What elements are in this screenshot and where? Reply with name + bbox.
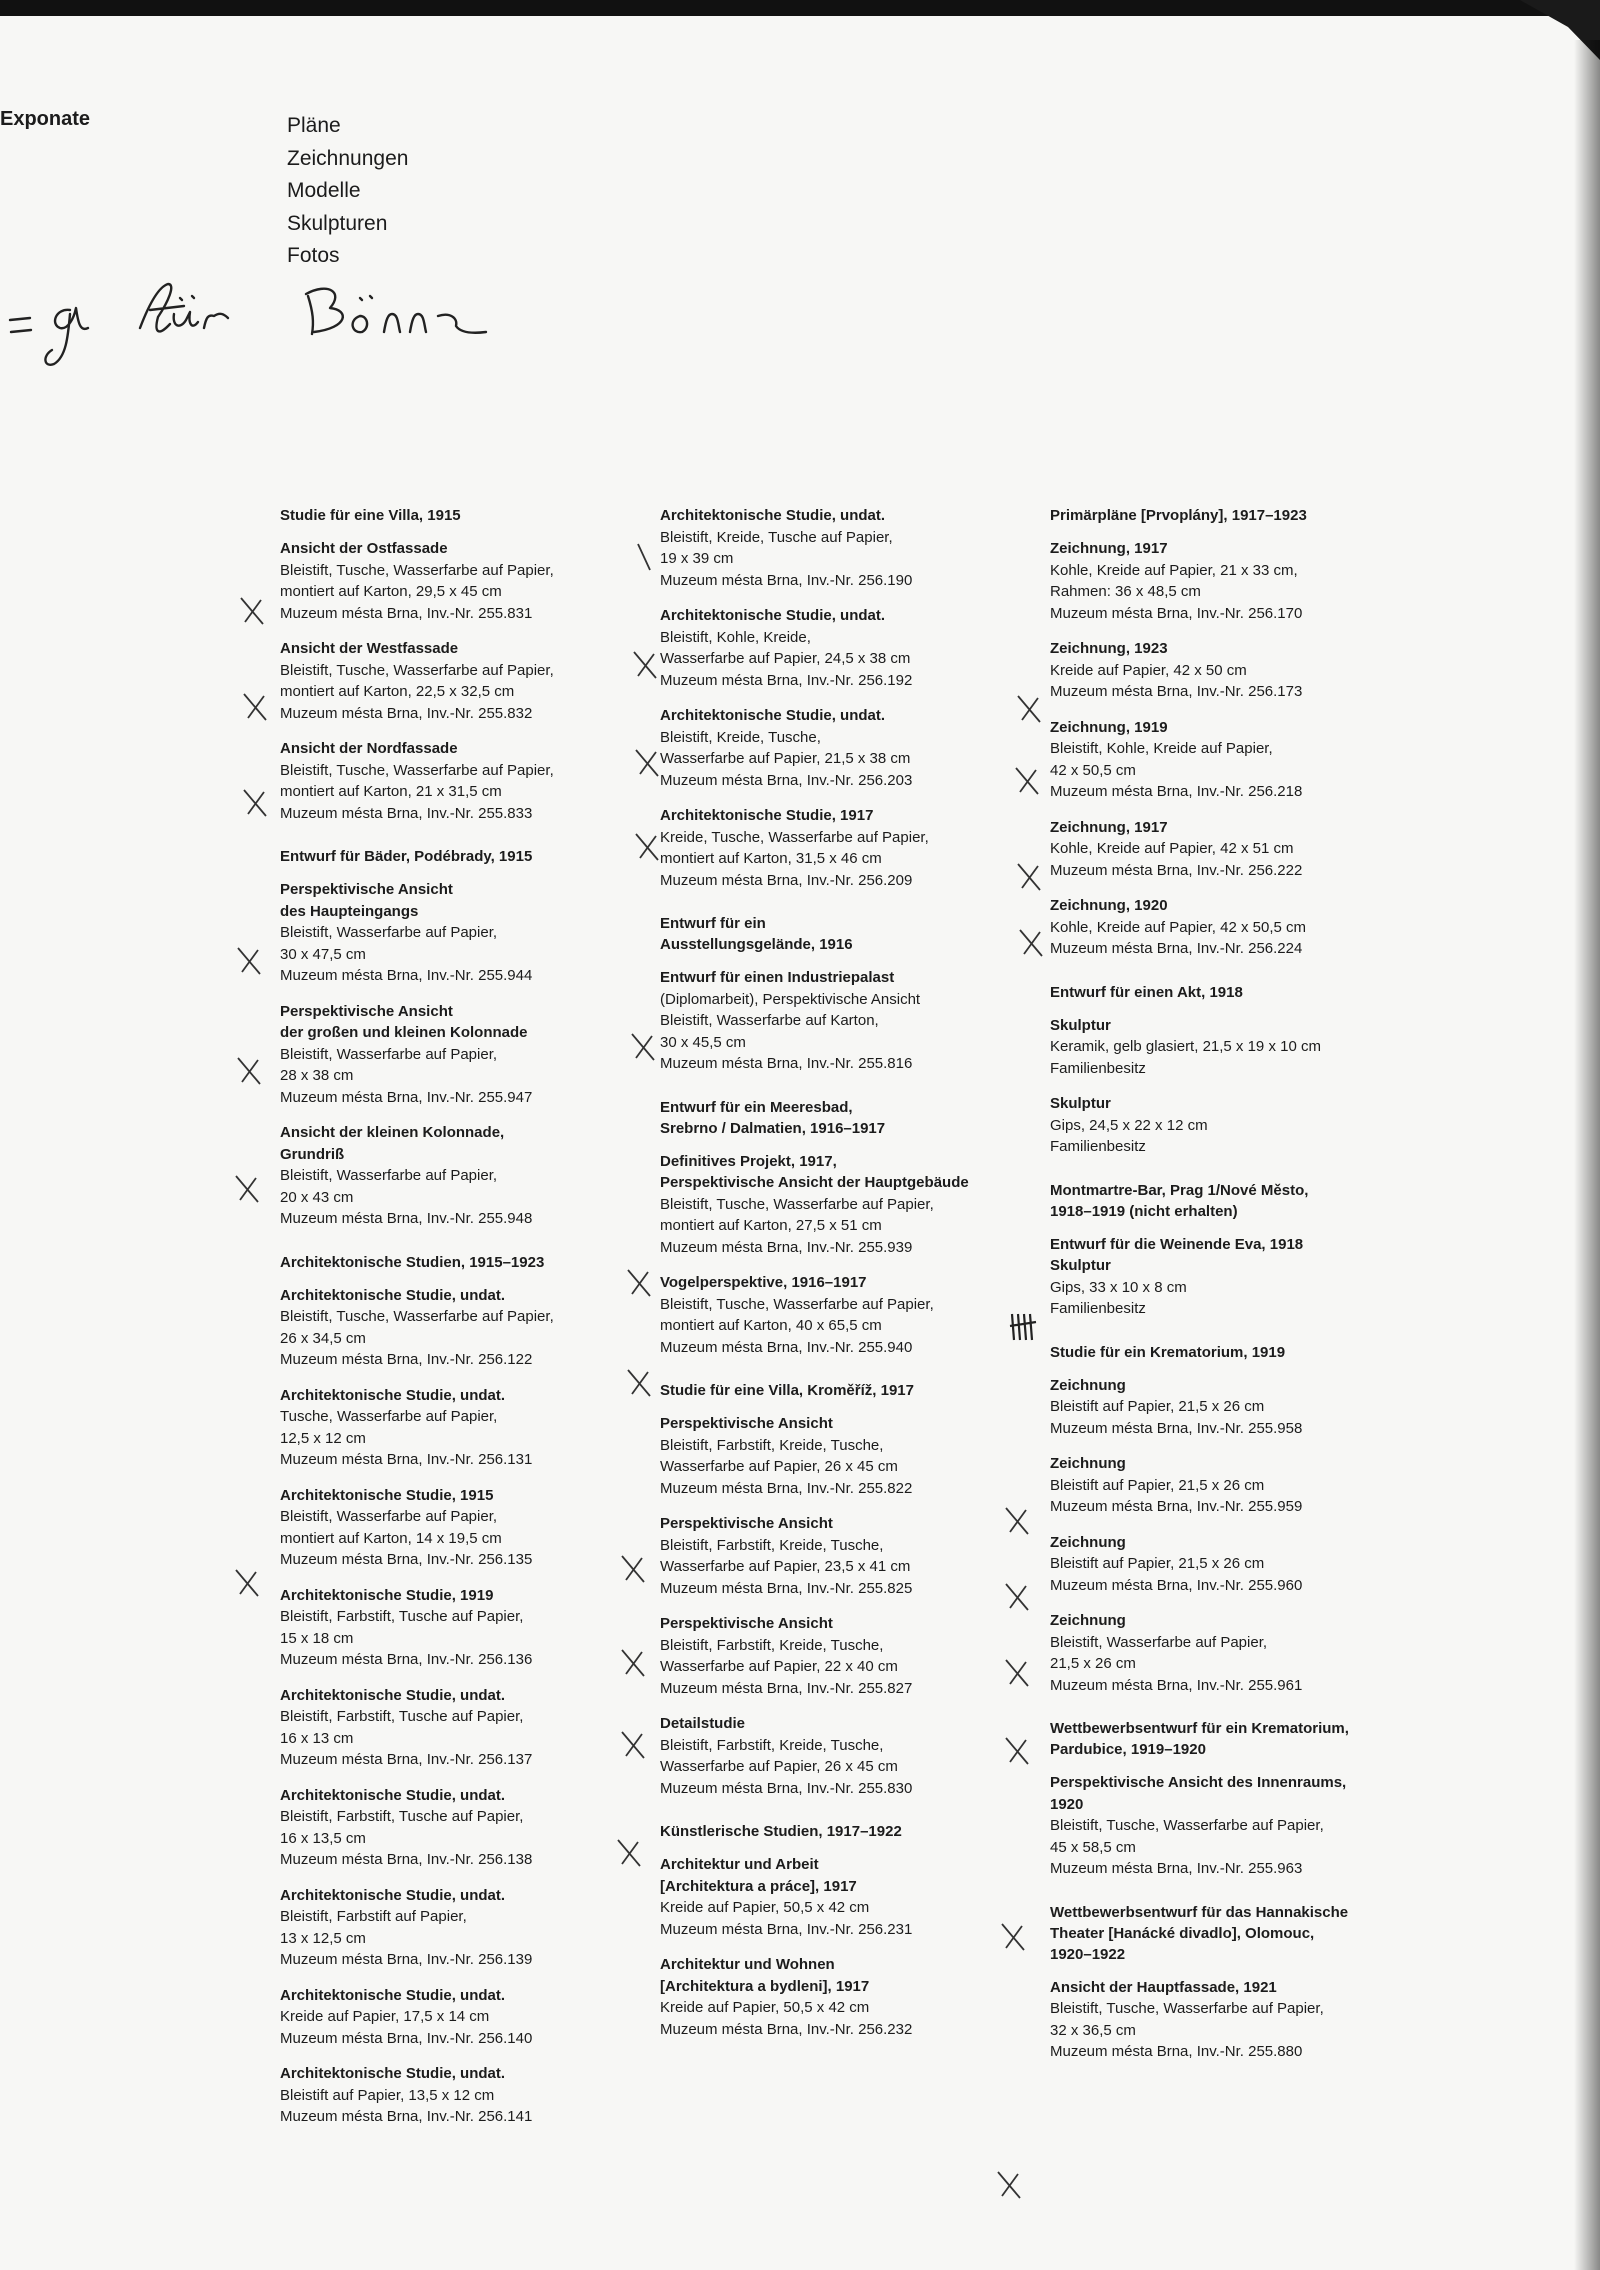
exhibit-title: Architektonische Studie, undat. <box>660 707 886 724</box>
exhibit-title: Zeichnung <box>1050 1612 1126 1629</box>
exhibit-detail: Muzeum mésta Brna, Inv.-Nr. 255.825 <box>660 1579 913 1597</box>
exhibit-detail: Bleistift, Tusche, Wasserfarbe auf Papier, <box>1050 2000 1324 2017</box>
check-mark-icon <box>618 1646 648 1680</box>
exhibit-detail: Muzeum mésta Brna, Inv.-Nr. 256.139 <box>280 1951 533 1968</box>
check-mark-icon <box>1016 926 1046 960</box>
exhibit-entry <box>1050 1610 1395 1696</box>
exhibit-detail: Rahmen: 36 x 48,5 cm <box>1050 583 1201 600</box>
exhibit-title: Ansicht der Westfassade <box>280 640 459 657</box>
contents-item: Fotos <box>287 244 340 267</box>
exhibit-entry <box>660 1613 1005 1699</box>
exhibit-detail: Familienbesitz <box>1050 1138 1146 1155</box>
exhibit-entry <box>280 2063 625 2128</box>
exhibit-detail: montiert auf Karton, 27,5 x 51 cm <box>660 1217 882 1234</box>
contents-list <box>287 110 408 273</box>
exhibit-title: Architektonische Studie, undat. <box>280 2065 506 2082</box>
exhibit-detail: Muzeum mésta Brna, Inv.-Nr. 255.947 <box>280 1088 533 1106</box>
exhibit-detail: 30 x 47,5 cm <box>280 945 366 963</box>
exhibit-detail: Bleistift, Wasserfarbe auf Papier, <box>280 924 498 941</box>
check-mark-icon <box>618 1552 648 1586</box>
exhibit-entry <box>280 1385 625 1471</box>
exhibit-detail: Wasserfarbe auf Papier, 26 x 45 cm <box>660 1458 898 1475</box>
check-mark-icon <box>234 944 264 978</box>
exhibit-detail: Bleistift auf Papier, 13,5 x 12 cm <box>280 2086 495 2104</box>
exhibit-detail: Muzeum mésta Brna, Inv.-Nr. 255.939 <box>660 1238 913 1256</box>
group-heading <box>280 505 625 526</box>
check-mark-icon <box>1014 692 1044 726</box>
group-heading-line: Ausstellungsgelände, 1916 <box>660 936 853 953</box>
group-heading-line: Theater [Hanácké divadlo], Olomouc, <box>1050 1924 1315 1942</box>
exhibit-entry <box>280 1785 625 1871</box>
exhibit-title: Perspektivische Ansicht des Innenraums, <box>1050 1774 1347 1791</box>
exhibit-detail: Muzeum mésta Brna, Inv.-Nr. 255.880 <box>1050 2043 1303 2060</box>
group-heading-line: 1920–1922 <box>1050 1945 1126 1963</box>
check-mark-icon <box>632 746 662 780</box>
exhibit-title: Architektonische Studie, 1919 <box>280 1586 494 1604</box>
exhibit-detail: Familienbesitz <box>1050 1300 1146 1317</box>
exhibit-title: Ansicht der Hauptfassade, 1921 <box>1050 1978 1277 1996</box>
exhibit-column-right <box>1050 505 1395 2077</box>
exhibit-detail: Bleistift, Farbstift, Tusche auf Papier, <box>280 1708 524 1725</box>
exhibit-detail: Bleistift, Wasserfarbe auf Karton, <box>660 1012 879 1029</box>
check-mark-icon <box>628 1030 658 1064</box>
check-mark-icon <box>232 1172 262 1206</box>
exhibit-detail: 16 x 13,5 cm <box>280 1829 366 1847</box>
exhibit-title: Ansicht der kleinen Kolonnade, <box>280 1124 505 1141</box>
exhibit-detail: Bleistift, Tusche, Wasserfarbe auf Papier, <box>280 1308 554 1325</box>
contents-item: Pläne <box>287 114 341 137</box>
exhibit-detail: Bleistift, Kohle, Kreide auf Papier, <box>1050 740 1273 757</box>
group-heading-line: Entwurf für einen Akt, 1918 <box>1050 983 1243 1001</box>
exhibit-detail: Muzeum mésta Brna, Inv.-Nr. 255.827 <box>660 1679 913 1697</box>
exhibit-title: Entwurf für die Weinende Eva, 1918 <box>1050 1235 1304 1253</box>
exhibit-entry <box>1050 817 1395 882</box>
exhibit-detail: 13 x 12,5 cm <box>280 1929 366 1947</box>
group-heading-line: 1918–1919 (nicht erhalten) <box>1050 1202 1238 1220</box>
exhibit-detail: Wasserfarbe auf Papier, 26 x 45 cm <box>660 1758 898 1775</box>
exhibit-entry <box>1050 895 1395 960</box>
check-mark-icon <box>630 648 660 682</box>
exhibit-title: Zeichnung, 1923 <box>1050 640 1168 657</box>
exhibit-entry <box>280 538 625 624</box>
exhibit-detail: Bleistift auf Papier, 21,5 x 26 cm <box>1050 1476 1265 1494</box>
group-heading-line: Entwurf für ein <box>660 915 766 932</box>
exhibit-title: Zeichnung, 1919 <box>1050 718 1168 736</box>
exhibit-detail: Muzeum mésta Brna, Inv.-Nr. 256.218 <box>1050 783 1303 800</box>
exhibit-title: 1920 <box>1050 1795 1084 1813</box>
exhibit-entry <box>660 1513 1005 1599</box>
check-mark-icon <box>237 594 267 628</box>
exhibit-title: [Architektura a bydleni], 1917 <box>660 1977 870 1995</box>
exhibit-title: Architektonische Studie, undat. <box>660 507 886 524</box>
exhibit-detail: Muzeum mésta Brna, Inv.-Nr. 256.232 <box>660 2020 913 2038</box>
exhibit-detail: 16 x 13 cm <box>280 1729 354 1747</box>
exhibit-entry <box>1050 1015 1395 1080</box>
exhibit-detail: Bleistift, Wasserfarbe auf Papier, <box>280 1508 498 1525</box>
exhibit-entry <box>660 967 1005 1075</box>
exhibit-entry <box>660 505 1005 591</box>
scan-top-edge <box>0 0 1600 16</box>
group-heading-line: Wettbewerbsentwurf für das Hannakische <box>1050 1903 1349 1921</box>
scan-right-edge <box>1574 40 1600 2270</box>
exhibit-detail: Gips, 24,5 x 22 x 12 cm <box>1050 1116 1208 1134</box>
check-mark-icon <box>614 1836 644 1870</box>
exhibit-title: Skulptur <box>1050 1095 1111 1112</box>
exhibit-detail: 30 x 45,5 cm <box>660 1033 746 1051</box>
exhibit-detail: 19 x 39 cm <box>660 550 734 567</box>
exhibit-detail: Kreide auf Papier, 42 x 50 cm <box>1050 661 1247 679</box>
exhibit-detail: Bleistift, Kreide, Tusche auf Papier, <box>660 528 893 546</box>
exhibit-title: Detailstudie <box>660 1715 746 1732</box>
group-heading-line: Entwurf für Bäder, Podébrady, 1915 <box>280 848 533 865</box>
exhibit-entry <box>280 1685 625 1771</box>
exhibit-detail: Muzeum mésta Brna, Inv.-Nr. 256.122 <box>280 1351 533 1368</box>
check-mark-icon <box>1002 1734 1032 1768</box>
exhibit-detail: Bleistift, Farbstift, Kreide, Tusche, <box>660 1736 884 1754</box>
exhibit-entry <box>280 1122 625 1230</box>
exhibit-title: Zeichnung, 1920 <box>1050 897 1168 914</box>
exhibit-detail: Muzeum mésta Brna, Inv.-Nr. 255.940 <box>660 1338 913 1356</box>
exhibit-detail: Muzeum mésta Brna, Inv.-Nr. 255.963 <box>1050 1860 1303 1877</box>
exhibit-entry <box>280 1985 625 2050</box>
exhibit-title: der großen und kleinen Kolonnade <box>280 1024 528 1041</box>
exhibit-detail: Muzeum mésta Brna, Inv.-Nr. 256.209 <box>660 871 913 889</box>
exhibit-entry <box>1050 1093 1395 1158</box>
contents-item: Skulpturen <box>287 211 388 235</box>
group-heading <box>1050 1342 1395 1363</box>
exhibit-detail: Bleistift, Wasserfarbe auf Papier, <box>1050 1633 1268 1651</box>
exhibit-detail: Bleistift, Farbstift, Kreide, Tusche, <box>660 1636 884 1654</box>
exhibit-title: Perspektivische Ansicht der Hauptgebäude <box>660 1174 969 1191</box>
exhibit-detail: Muzeum mésta Brna, Inv.-Nr. 256.137 <box>280 1751 533 1768</box>
exhibit-detail: Muzeum mésta Brna, Inv.-Nr. 256.131 <box>280 1451 533 1468</box>
exhibit-entry <box>280 1285 625 1371</box>
exhibit-title: Skulptur <box>1050 1016 1111 1034</box>
exhibit-title: Perspektivische Ansicht <box>660 1415 833 1432</box>
group-heading <box>660 1097 1005 1139</box>
exhibit-detail: Muzeum mésta Brna, Inv.-Nr. 255.960 <box>1050 1576 1303 1594</box>
exhibit-detail: Muzeum mésta Brna, Inv.-Nr. 256.231 <box>660 1920 913 1938</box>
exhibit-detail: Muzeum mésta Brna, Inv.-Nr. 255.948 <box>280 1210 533 1227</box>
exhibit-title: Vogelperspektive, 1916–1917 <box>660 1274 867 1291</box>
exhibit-detail: Bleistift, Tusche, Wasserfarbe auf Papier, <box>660 1295 934 1313</box>
exhibit-detail: Muzeum mésta Brna, Inv.-Nr. 256.190 <box>660 571 913 589</box>
exhibit-detail: Bleistift, Tusche, Wasserfarbe auf Papier, <box>280 561 554 579</box>
exhibit-detail: (Diplomarbeit), Perspektivische Ansicht <box>660 990 921 1008</box>
check-mark-icon <box>1014 860 1044 894</box>
check-mark-icon <box>618 1728 648 1762</box>
group-heading <box>280 1252 625 1273</box>
exhibit-entry <box>1050 638 1395 703</box>
exhibit-detail: Muzeum mésta Brna, Inv.-Nr. 255.816 <box>660 1055 913 1072</box>
exhibit-entry <box>1050 1772 1395 1880</box>
exhibit-detail: Bleistift, Tusche, Wasserfarbe auf Papier, <box>1050 1817 1324 1834</box>
exhibit-entry <box>280 1001 625 1109</box>
exhibit-detail: 15 x 18 cm <box>280 1629 354 1647</box>
exhibit-detail: montiert auf Karton, 21 x 31,5 cm <box>280 783 502 800</box>
group-heading-line: Montmartre-Bar, Prag 1/Nové Město, <box>1050 1181 1309 1199</box>
exhibit-detail: 45 x 58,5 cm <box>1050 1838 1136 1856</box>
exhibit-title: Architektonische Studie, undat. <box>280 1386 506 1404</box>
exhibit-detail: montiert auf Karton, 40 x 65,5 cm <box>660 1317 882 1334</box>
exhibit-detail: montiert auf Karton, 31,5 x 46 cm <box>660 850 882 867</box>
exhibit-entry <box>660 605 1005 691</box>
section-label: Exponate <box>0 108 91 130</box>
check-mark-icon <box>1002 1580 1032 1614</box>
exhibit-title: Zeichnung <box>1050 1533 1126 1551</box>
group-heading <box>1050 1718 1395 1760</box>
exhibit-title: Perspektivische Ansicht <box>280 881 453 898</box>
exhibit-detail: Bleistift, Farbstift auf Papier, <box>280 1908 467 1925</box>
exhibit-detail: Muzeum mésta Brna, Inv.-Nr. 256.138 <box>280 1851 533 1868</box>
exhibit-title: [Architektura a práce], 1917 <box>660 1877 857 1895</box>
exhibit-detail: Bleistift, Wasserfarbe auf Papier, <box>280 1167 498 1184</box>
exhibit-title: Zeichnung, 1917 <box>1050 540 1168 557</box>
exhibit-detail: Muzeum mésta Brna, Inv.-Nr. 256.224 <box>1050 940 1303 957</box>
group-heading-line: Künstlerische Studien, 1917–1922 <box>660 1823 902 1840</box>
exhibit-detail: 12,5 x 12 cm <box>280 1429 366 1447</box>
group-heading <box>1050 982 1395 1003</box>
exhibit-title: Architektur und Wohnen <box>660 1956 835 1973</box>
exhibit-entry <box>660 805 1005 891</box>
exhibit-column-middle <box>660 505 1005 2054</box>
check-mark-icon <box>624 1266 654 1300</box>
check-mark-icon <box>1012 764 1042 798</box>
exhibit-detail: 26 x 34,5 cm <box>280 1329 366 1347</box>
group-heading-line: Srebrno / Dalmatien, 1916–1917 <box>660 1119 886 1137</box>
exhibit-entry <box>280 1485 625 1571</box>
exhibit-title: Architektur und Arbeit <box>660 1856 819 1873</box>
exhibit-detail: Wasserfarbe auf Papier, 22 x 40 cm <box>660 1658 898 1675</box>
exhibit-entry <box>280 1885 625 1971</box>
group-heading <box>660 1821 1005 1842</box>
check-mark-icon <box>630 540 660 574</box>
exhibit-detail: Bleistift auf Papier, 21,5 x 26 cm <box>1050 1555 1265 1572</box>
exhibit-detail: Bleistift, Tusche, Wasserfarbe auf Papier, <box>660 1195 934 1213</box>
exhibit-detail: montiert auf Karton, 14 x 19,5 cm <box>280 1529 502 1547</box>
exhibit-entry <box>660 1713 1005 1799</box>
exhibit-detail: Gips, 33 x 10 x 8 cm <box>1050 1278 1187 1296</box>
exhibit-entry <box>660 1151 1005 1259</box>
exhibit-entry <box>660 1954 1005 2040</box>
exhibit-detail: Kohle, Kreide auf Papier, 42 x 51 cm <box>1050 840 1294 857</box>
exhibit-detail: Muzeum mésta Brna, Inv.-Nr. 256.135 <box>280 1551 533 1568</box>
contents-item: Modelle <box>287 179 361 202</box>
exhibit-entry <box>1050 1532 1395 1597</box>
group-heading-line: Studie für eine Villa, 1915 <box>280 507 461 524</box>
exhibit-detail: Muzeum mésta Brna, Inv.-Nr. 255.959 <box>1050 1498 1303 1515</box>
exhibit-detail: Muzeum mésta Brna, Inv.-Nr. 255.961 <box>1050 1676 1303 1694</box>
exhibit-detail: Wasserfarbe auf Papier, 23,5 x 41 cm <box>660 1558 911 1575</box>
exhibit-detail: Bleistift, Tusche, Wasserfarbe auf Papier, <box>280 661 554 679</box>
tally-mark-icon <box>1008 1310 1038 1344</box>
exhibit-detail: 42 x 50,5 cm <box>1050 761 1136 779</box>
exhibit-detail: Muzeum mésta Brna, Inv.-Nr. 256.136 <box>280 1651 533 1668</box>
exhibit-detail: Bleistift, Tusche, Wasserfarbe auf Papier, <box>280 761 554 779</box>
exhibit-detail: montiert auf Karton, 29,5 x 45 cm <box>280 583 502 600</box>
exhibit-detail: Bleistift, Farbstift, Kreide, Tusche, <box>660 1536 884 1554</box>
group-heading <box>1050 505 1395 526</box>
exhibit-detail: Bleistift, Farbstift, Kreide, Tusche, <box>660 1436 884 1454</box>
check-mark-icon <box>1002 1656 1032 1690</box>
exhibit-detail: Kreide, Tusche, Wasserfarbe auf Papier, <box>660 828 929 846</box>
exhibit-entry <box>660 1413 1005 1499</box>
exhibit-title: Architektonische Studie, 1915 <box>280 1486 494 1504</box>
check-mark-icon <box>240 690 270 724</box>
exhibit-detail: Muzeum mésta Brna, Inv.-Nr. 256.140 <box>280 2029 533 2047</box>
exhibit-detail: Bleistift, Kreide, Tusche, <box>660 728 821 746</box>
exhibit-detail: Muzeum mésta Brna, Inv.-Nr. 255.958 <box>1050 1419 1303 1437</box>
group-heading-line: Studie für eine Villa, Kroměříž, 1917 <box>660 1382 914 1399</box>
exhibit-detail: montiert auf Karton, 22,5 x 32,5 cm <box>280 683 515 700</box>
exhibit-title: Perspektivische Ansicht <box>660 1515 833 1532</box>
exhibit-title: des Haupteingangs <box>280 902 419 920</box>
exhibit-title: Architektonische Studie, undat. <box>660 607 886 624</box>
exhibit-entry <box>1050 1234 1395 1320</box>
check-mark-icon <box>624 1366 654 1400</box>
exhibit-detail: Muzeum mésta Brna, Inv.-Nr. 256.222 <box>1050 861 1303 879</box>
group-heading <box>280 846 625 867</box>
exhibit-detail: Kreide auf Papier, 17,5 x 14 cm <box>280 2008 490 2025</box>
exhibit-detail: Wasserfarbe auf Papier, 21,5 x 38 cm <box>660 750 911 767</box>
exhibit-title: Architektonische Studie, undat. <box>280 1786 506 1804</box>
exhibit-entry <box>280 1585 625 1671</box>
exhibit-detail: Kreide auf Papier, 50,5 x 42 cm <box>660 1899 870 1916</box>
exhibit-title: Architektonische Studie, 1917 <box>660 807 874 824</box>
exhibit-detail: Muzeum mésta Brna, Inv.-Nr. 255.944 <box>280 967 533 984</box>
exhibit-detail: Familienbesitz <box>1050 1059 1146 1077</box>
exhibit-detail: Bleistift, Farbstift, Tusche auf Papier, <box>280 1808 524 1825</box>
exhibit-detail: Muzeum mésta Brna, Inv.-Nr. 256.170 <box>1050 604 1303 622</box>
exhibit-detail: Muzeum mésta Brna, Inv.-Nr. 255.832 <box>280 704 533 722</box>
check-mark-icon <box>234 1054 264 1088</box>
exhibit-detail: Muzeum mésta Brna, Inv.-Nr. 256.173 <box>1050 683 1303 700</box>
group-heading-line: Wettbewerbsentwurf für ein Krematorium, <box>1050 1720 1349 1737</box>
exhibit-title: Architektonische Studie, undat. <box>280 1886 506 1904</box>
exhibit-entry <box>1050 717 1395 803</box>
group-heading-line: Studie für ein Krematorium, 1919 <box>1050 1343 1286 1361</box>
exhibit-detail: Keramik, gelb glasiert, 21,5 x 19 x 10 cm <box>1050 1038 1321 1055</box>
exhibit-title: Architektonische Studie, undat. <box>280 1986 506 2004</box>
check-mark-icon <box>1002 1504 1032 1538</box>
group-heading-line: Entwurf für ein Meeresbad, <box>660 1098 853 1116</box>
exhibit-entry <box>1050 1977 1395 2063</box>
exhibit-title: Zeichnung, 1917 <box>1050 818 1168 836</box>
exhibit-detail: 32 x 36,5 cm <box>1050 2021 1136 2039</box>
exhibit-detail: Bleistift auf Papier, 21,5 x 26 cm <box>1050 1398 1265 1415</box>
exhibit-detail: Muzeum mésta Brna, Inv.-Nr. 255.830 <box>660 1779 913 1797</box>
exhibit-entry <box>660 1854 1005 1940</box>
exhibit-detail: Muzeum mésta Brna, Inv.-Nr. 255.831 <box>280 604 533 622</box>
handwritten-note <box>8 262 508 382</box>
exhibit-detail: Kreide auf Papier, 50,5 x 42 cm <box>660 1999 870 2016</box>
group-heading <box>1050 1180 1395 1222</box>
exhibit-title: Entwurf für einen Industriepalast <box>660 969 895 986</box>
group-heading-line: Primärpläne [Prvoplány], 1917–1923 <box>1050 507 1307 524</box>
exhibit-column-left <box>280 505 625 2142</box>
exhibit-detail: Bleistift, Wasserfarbe auf Papier, <box>280 1045 498 1063</box>
exhibit-detail: Muzeum mésta Brna, Inv.-Nr. 256.192 <box>660 671 913 689</box>
exhibit-title: Perspektivische Ansicht <box>660 1615 833 1632</box>
exhibit-entry <box>660 705 1005 791</box>
group-heading <box>660 913 1005 955</box>
group-heading <box>660 1380 1005 1401</box>
exhibit-detail: Muzeum mésta Brna, Inv.-Nr. 256.141 <box>280 2108 533 2125</box>
exhibit-entry <box>280 638 625 724</box>
group-heading-line: Architektonische Studien, 1915–1923 <box>280 1253 545 1271</box>
exhibit-entry <box>1050 538 1395 624</box>
exhibit-entry <box>1050 1375 1395 1440</box>
exhibit-detail: Muzeum mésta Brna, Inv.-Nr. 256.203 <box>660 771 913 789</box>
exhibit-title: Ansicht der Ostfassade <box>280 540 448 557</box>
check-mark-icon <box>240 786 270 820</box>
exhibit-title: Definitives Projekt, 1917, <box>660 1152 837 1170</box>
exhibit-entry <box>280 879 625 987</box>
exhibit-detail: Wasserfarbe auf Papier, 24,5 x 38 cm <box>660 650 911 667</box>
exhibit-detail: Muzeum mésta Brna, Inv.-Nr. 255.833 <box>280 804 533 822</box>
exhibit-entry <box>1050 1453 1395 1518</box>
exhibit-title: Zeichnung <box>1050 1455 1126 1472</box>
check-mark-icon <box>232 1566 262 1600</box>
check-mark-icon <box>632 830 662 864</box>
exhibit-entry <box>660 1272 1005 1358</box>
exhibit-title: Skulptur <box>1050 1257 1111 1274</box>
contents-item: Zeichnungen <box>287 146 409 170</box>
exhibit-title: Perspektivische Ansicht <box>280 1002 453 1020</box>
exhibit-detail: 28 x 38 cm <box>280 1067 354 1084</box>
exhibit-entry <box>280 738 625 824</box>
exhibit-detail: 21,5 x 26 cm <box>1050 1655 1136 1672</box>
exhibit-title: Architektonische Studie, undat. <box>280 1286 506 1304</box>
exhibit-title: Grundriß <box>280 1145 345 1163</box>
exhibit-title: Architektonische Studie, undat. <box>280 1686 506 1704</box>
exhibit-title: Ansicht der Nordfassade <box>280 740 458 757</box>
exhibit-detail: Tusche, Wasserfarbe auf Papier, <box>280 1408 498 1425</box>
exhibit-detail: Kohle, Kreide auf Papier, 21 x 33 cm, <box>1050 561 1298 579</box>
check-mark-icon <box>994 2168 1024 2202</box>
exhibit-title: Zeichnung <box>1050 1376 1126 1394</box>
group-heading-line: Pardubice, 1919–1920 <box>1050 1741 1206 1758</box>
exhibit-detail: Kohle, Kreide auf Papier, 42 x 50,5 cm <box>1050 918 1306 936</box>
exhibit-detail: Bleistift, Kohle, Kreide, <box>660 628 811 646</box>
check-mark-icon <box>998 1920 1028 1954</box>
exhibit-detail: Bleistift, Farbstift, Tusche auf Papier, <box>280 1608 524 1625</box>
exhibit-detail: 20 x 43 cm <box>280 1188 354 1206</box>
exhibit-detail: Muzeum mésta Brna, Inv.-Nr. 255.822 <box>660 1479 913 1497</box>
group-heading <box>1050 1902 1395 1965</box>
